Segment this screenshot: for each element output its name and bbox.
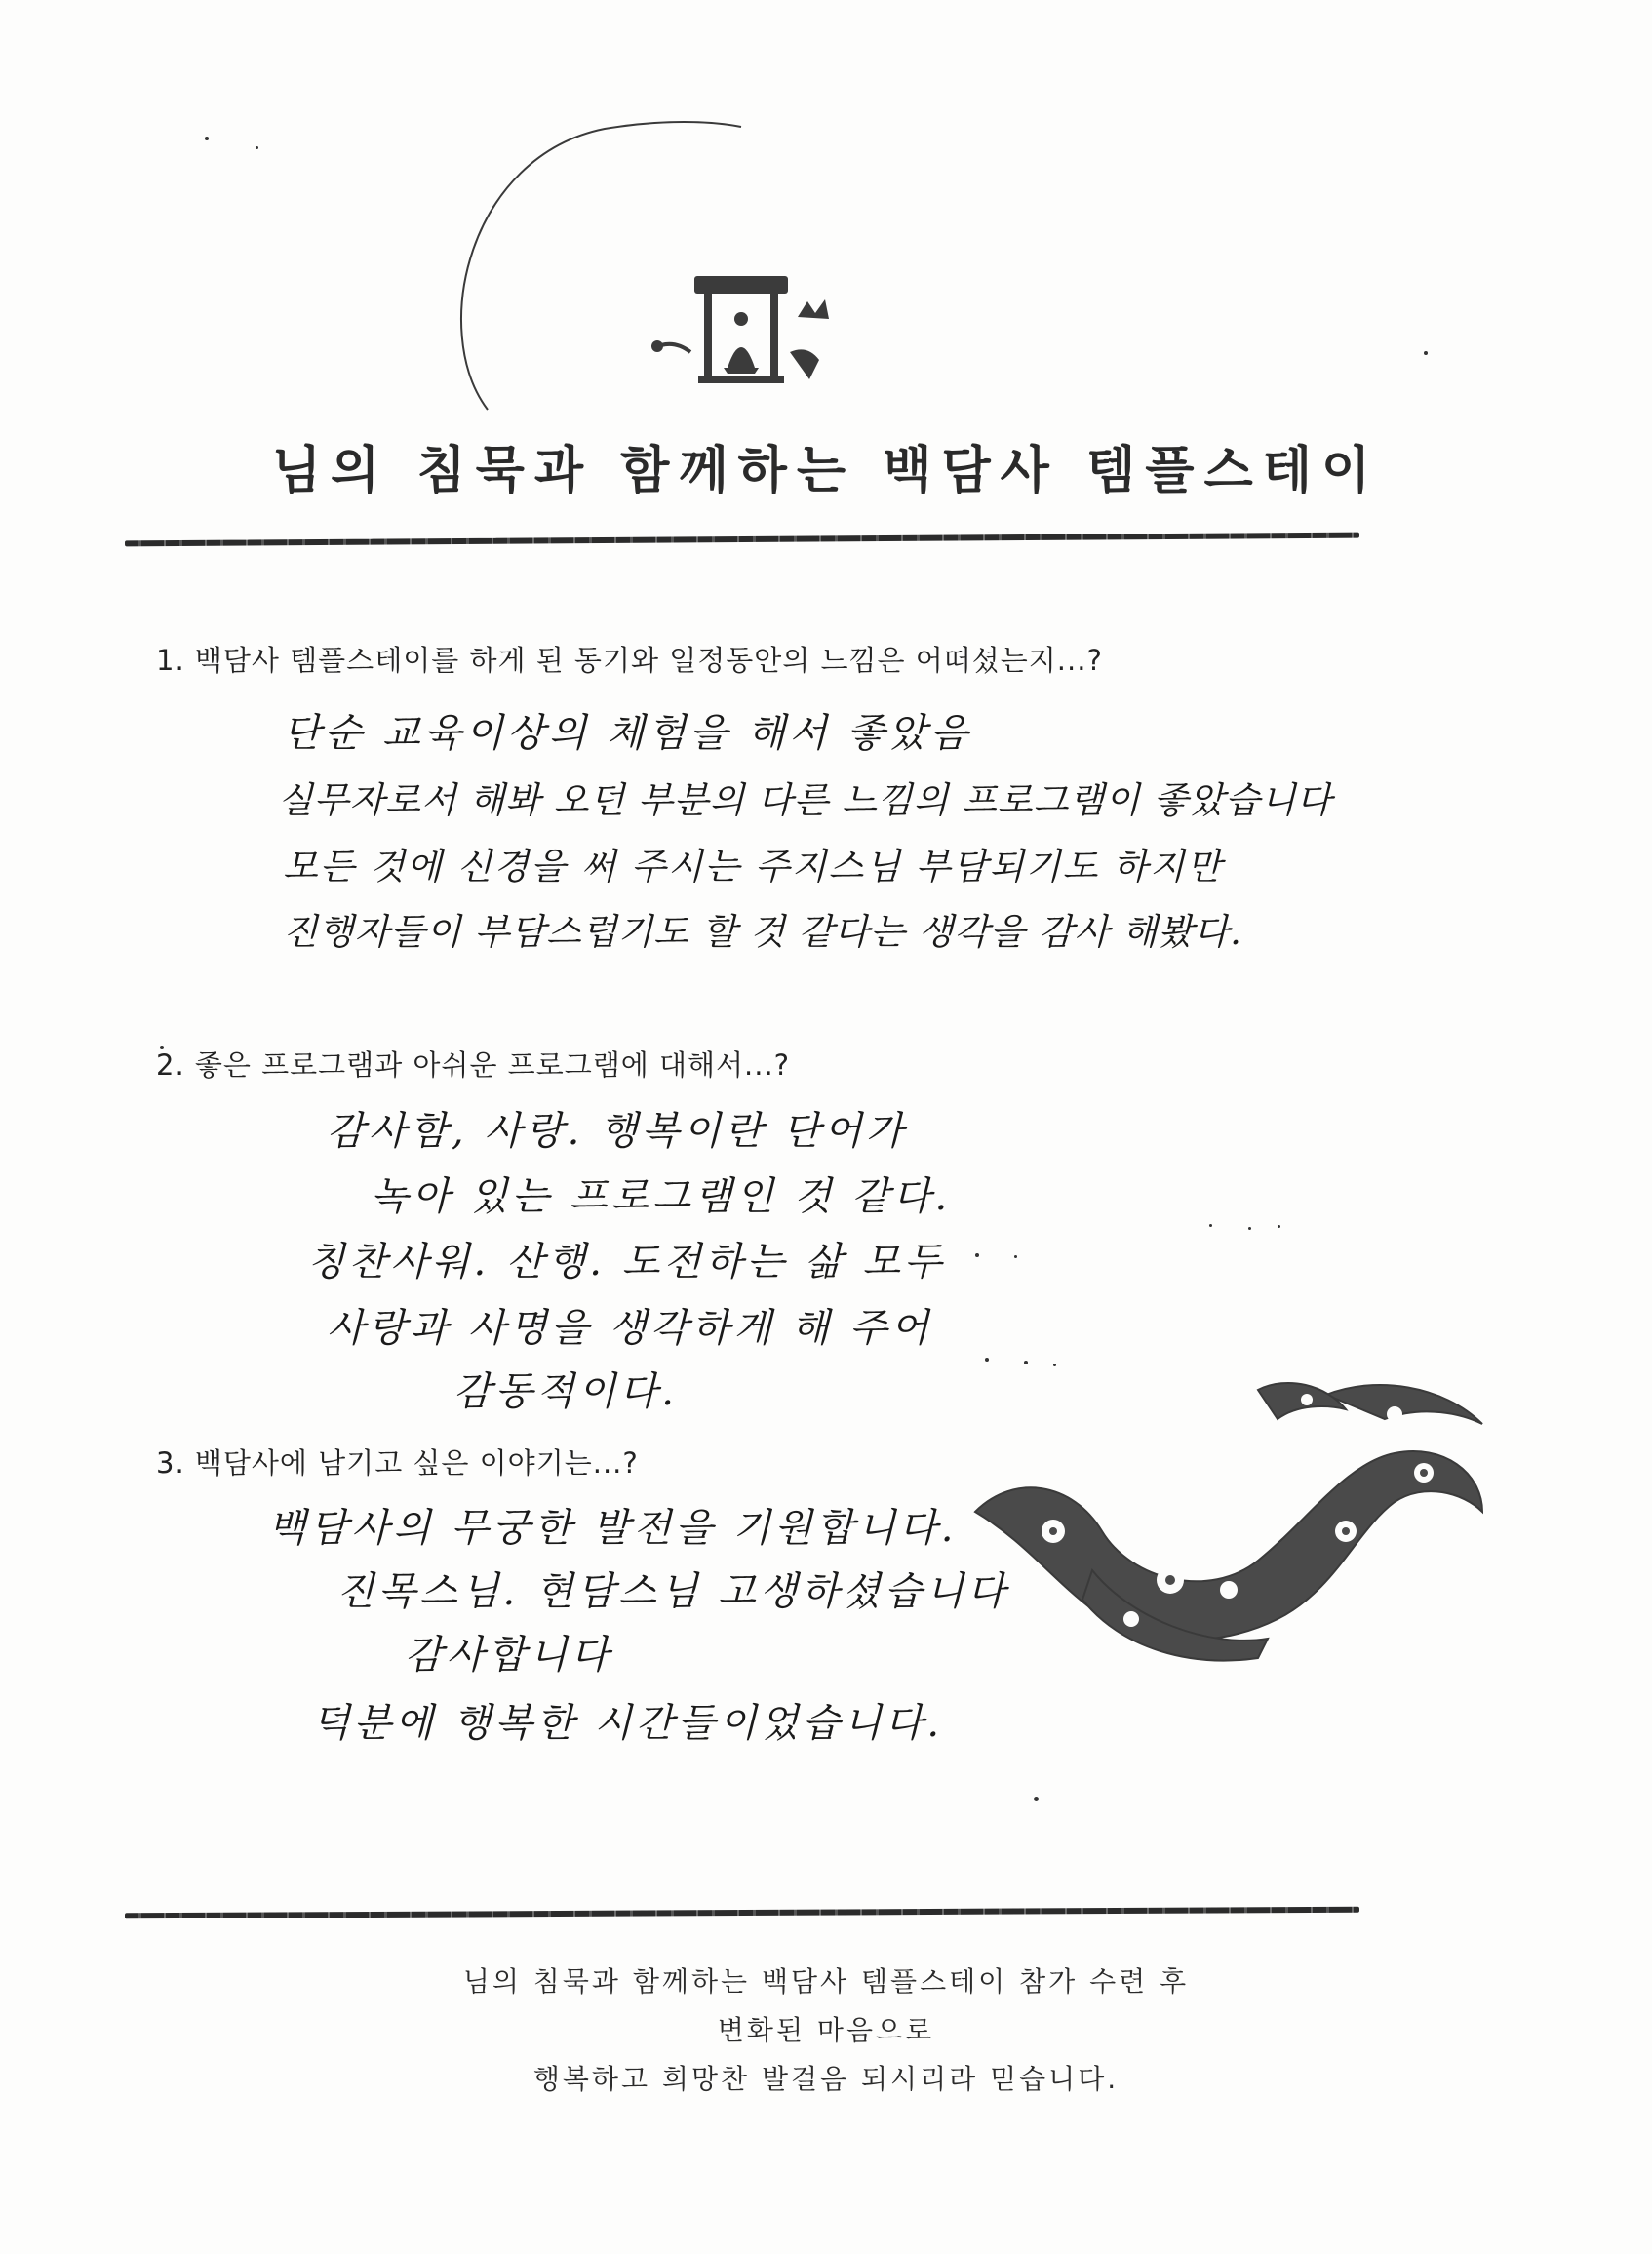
answer-1-line-4: 진행자들이 부담스럽기도 할 것 같다는 생각을 감사 해봤다. xyxy=(283,911,1242,953)
answer-2-line-4: 사랑과 사명을 생각하게 해 주어 xyxy=(327,1306,933,1351)
answer-3-line-4: 덕분에 행복한 시간들이었습니다. xyxy=(312,1701,944,1746)
scan-speck xyxy=(975,1253,979,1257)
question-2-label: 2. 좋은 프로그램과 아쉬운 프로그램에 대해서...? xyxy=(156,1048,791,1082)
scan-speck xyxy=(1209,1224,1212,1227)
answer-2-line-1: 감사함, 사랑. 행복이란 단어가 xyxy=(327,1109,908,1154)
scan-speck xyxy=(256,146,258,149)
divider-bottom xyxy=(125,1907,1359,1919)
divider-top xyxy=(125,533,1359,547)
answer-2-line-5: 감동적이다. xyxy=(453,1369,678,1414)
answer-1-line-2: 실무자로서 해봐 오던 부분의 다른 느낌의 프로그램이 좋았습니다 xyxy=(278,779,1333,821)
scan-speck xyxy=(1424,351,1428,355)
answer-1-line-3: 모든 것에 신경을 써 주시는 주지스님 부담되기도 하지만 xyxy=(283,846,1224,888)
scan-speck xyxy=(205,137,209,140)
answer-3-line-3: 감사합니다 xyxy=(405,1633,613,1678)
answer-2-line-2: 녹아 있는 프로그램인 것 같다. xyxy=(371,1174,952,1219)
answer-3-line-1: 백담사의 무궁한 발전을 기원합니다. xyxy=(268,1506,958,1551)
answer-3-line-2: 진목스님. 현담스님 고생하셨습니다 xyxy=(336,1569,1009,1614)
floral-scroll-ornament-icon xyxy=(936,1365,1502,1678)
footer-line-3: 행복하고 희망찬 발걸음 되시리라 믿습니다. xyxy=(532,2063,1120,2095)
answer-2-line-3: 칭찬사워. 산행. 도전하는 삶 모두 xyxy=(307,1240,946,1285)
footer-line-1: 님의 침묵과 함께하는 백담사 템플스테이 참가 수련 후 xyxy=(462,1965,1190,1997)
page-title: 님의 침묵과 함께하는 백담사 템플스테이 xyxy=(271,442,1381,500)
scan-speck xyxy=(985,1358,989,1362)
answer-1-line-1: 단순 교육이상의 체험을 해서 좋았음 xyxy=(283,711,972,756)
question-3-label: 3. 백담사에 남기고 싶은 이야기는...? xyxy=(156,1446,639,1480)
scan-speck xyxy=(1248,1227,1251,1230)
scan-speck xyxy=(1034,1797,1039,1801)
scan-speck xyxy=(1024,1361,1028,1364)
scan-speck xyxy=(1014,1255,1017,1258)
footer-line-2: 변화된 마음으로 xyxy=(717,2014,935,2046)
question-1-label: 1. 백담사 템플스테이를 하게 된 동기와 일정동안의 느낌은 어떠셨는지...? xyxy=(156,644,1103,677)
temple-buddha-logo-icon xyxy=(634,258,848,405)
scan-speck xyxy=(1278,1225,1280,1228)
